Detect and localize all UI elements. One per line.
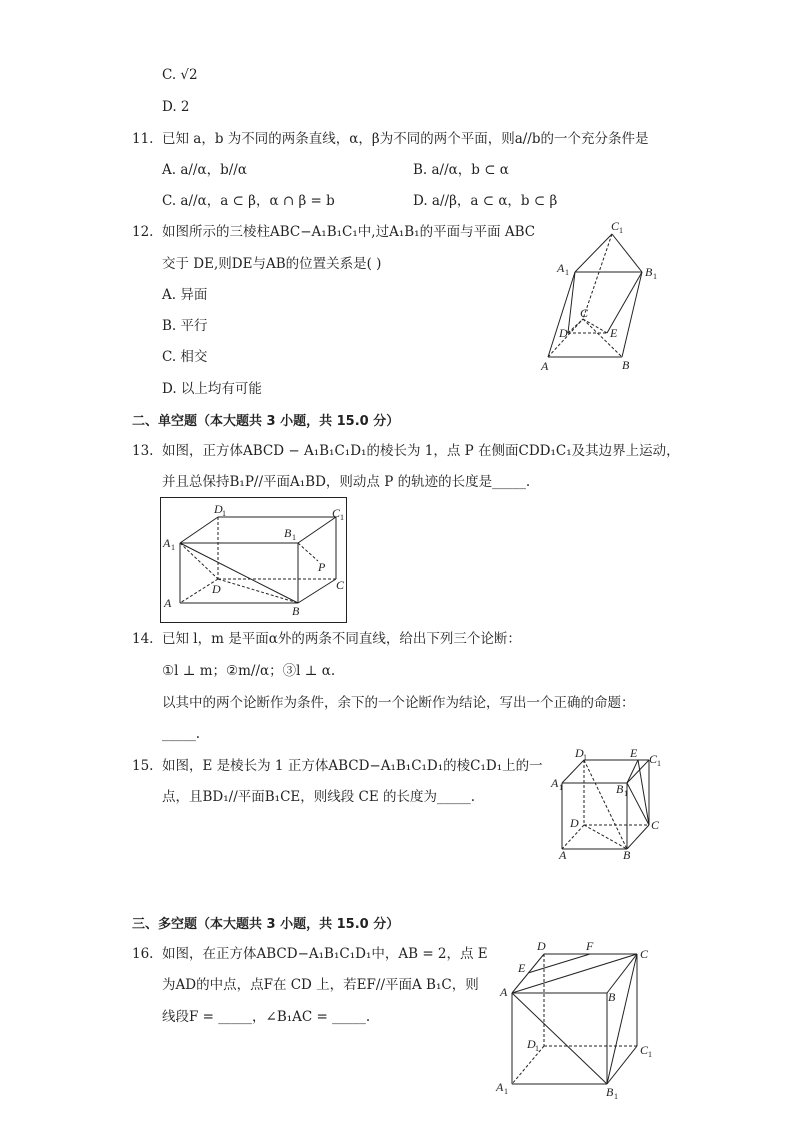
- q16-label-a1: A: [496, 1080, 504, 1094]
- q14-number: 14.: [132, 631, 154, 647]
- q13-cube-figure: [160, 497, 348, 624]
- q12-option-d: D. 以上均有可能: [162, 381, 262, 397]
- q16-number: 16.: [132, 946, 154, 962]
- q12-option-b: B. 平行: [162, 318, 208, 334]
- q16-label-d: D: [537, 939, 546, 953]
- q10-option-c: C. √2: [162, 67, 198, 83]
- q12-label-b: B: [622, 358, 630, 372]
- q13-stem-line2: 并且总保持B₁P//平面A₁BD，则动点 P 的轨迹的长度是_____.: [162, 474, 531, 490]
- q12-prism-figure: [535, 212, 675, 377]
- q15-label-c1-sub: 1: [657, 759, 661, 768]
- q15-label-d1: D: [575, 746, 584, 760]
- q12-stem-line1: 如图所示的三棱柱ABC−A₁B₁C₁中,过A₁B₁的平面与平面 ABC: [162, 224, 536, 240]
- q12-label-c: C: [580, 306, 589, 320]
- q16-label-d1: D: [527, 1037, 536, 1051]
- q13-label-b: B: [292, 604, 300, 618]
- q13-label-c: C: [336, 578, 345, 592]
- q13-label-a: A: [164, 596, 172, 610]
- q11-option-b: B. a//α，b ⊂ α: [413, 162, 509, 178]
- q15-label-d: D: [570, 816, 579, 830]
- q11-number: 11.: [132, 131, 154, 147]
- q16-label-b1: B: [606, 1085, 614, 1099]
- q11-option-a: A. a//α，b//α: [162, 162, 247, 178]
- q12-label-b1-sub: 1: [653, 272, 657, 281]
- q13-label-d: D: [212, 582, 221, 596]
- section-3-heading: 三、多空题（本大题共 3 小题，共 15.0 分）: [132, 917, 400, 932]
- section-2-heading: 二、单空题（本大题共 3 小题，共 15.0 分）: [132, 414, 400, 429]
- q15-label-a1: A: [551, 776, 559, 790]
- q15-label-b1-sub: 1: [624, 789, 628, 798]
- q10-option-d: D. 2: [162, 99, 190, 115]
- q13-label-b1: B: [284, 526, 292, 540]
- q16-label-c1-sub: 1: [648, 1050, 652, 1059]
- q12-label-e: E: [610, 326, 618, 340]
- q13-stem-line1: 如图，正方体ABCD − A₁B₁C₁D₁的棱长为 1，点 P 在侧面CDD₁C₁及其边界上运动，: [162, 443, 680, 459]
- q15-label-a1-sub: 1: [559, 783, 563, 792]
- q15-label-b1: B: [616, 782, 624, 796]
- q12-option-a: A. 异面: [162, 287, 208, 303]
- q16-stem-line2: 为AD的中点，点F在 CD 上，若EF//平面A B₁C，则: [162, 977, 479, 993]
- q11-option-c: C. a//α，a ⊂ β，α ∩ β = b: [162, 193, 335, 209]
- q11-stem: 已知 a，b 为不同的两条直线，α，β为不同的两个平面，则a//b的一个充分条件是: [162, 131, 649, 147]
- q14-answer-blank: _____.: [162, 726, 201, 742]
- q13-label-a1: A: [163, 536, 171, 550]
- q16-label-b: B: [608, 990, 616, 1004]
- q14-stem: 已知 l，m 是平面α外的两条不同直线，给出下列三个论断：: [162, 631, 521, 647]
- q12-option-c: C. 相交: [162, 349, 208, 365]
- q13-label-b1-sub: 1: [292, 533, 296, 542]
- q13-label-a1-sub: 1: [171, 543, 175, 552]
- q15-stem-line1: 如图，E 是棱长为 1 正方体ABCD−A₁B₁C₁D₁的棱C₁D₁上的一: [162, 758, 543, 774]
- q12-label-a: A: [541, 359, 549, 373]
- q16-label-c1: C: [640, 1043, 649, 1057]
- q16-label-f: F: [586, 939, 594, 953]
- q13-number: 13.: [132, 443, 154, 459]
- q16-stem-line3: 线段F = _____，∠B₁AC = _____.: [162, 1009, 371, 1025]
- q15-label-a: A: [559, 848, 567, 862]
- q15-stem-line2: 点，且BD₁//平面B₁CE，则线段 CE 的长度为_____.: [162, 789, 476, 805]
- q15-label-c: C: [651, 818, 660, 832]
- q15-label-e: E: [630, 746, 638, 760]
- q13-label-d1: D: [214, 502, 223, 516]
- q16-label-d1-sub: 1: [535, 1044, 539, 1053]
- q12-label-c1-sub: 1: [619, 226, 623, 235]
- q16-label-b1-sub: 1: [614, 1092, 618, 1101]
- q12-label-a1-sub: 1: [565, 268, 569, 277]
- q16-cube-figure: [492, 936, 662, 1101]
- q13-label-c1-sub: 1: [340, 513, 344, 522]
- q14-instruction: 以其中的两个论断作为条件，余下的一个论断作为结论，写出一个正确的命题：: [162, 695, 635, 711]
- q12-label-a1: A: [557, 261, 565, 275]
- q16-label-a1-sub: 1: [504, 1087, 508, 1096]
- q14-statements: ①l ⊥ m；②m//α；③l ⊥ α.: [162, 663, 336, 679]
- q12-label-d: D: [559, 326, 568, 340]
- q12-label-c1: C: [611, 219, 620, 233]
- q15-label-d1-sub: 1: [583, 753, 587, 762]
- q16-label-e: E: [518, 961, 526, 975]
- q16-label-a: A: [500, 985, 508, 999]
- q11-option-d: D. a//β，a ⊂ α，b ⊂ β: [413, 193, 558, 209]
- q16-label-c: C: [640, 947, 649, 961]
- q13-label-d1-sub: 1: [222, 509, 226, 518]
- q15-label-c1: C: [649, 752, 658, 766]
- q15-label-b: B: [623, 848, 631, 862]
- q12-label-b1: B: [645, 265, 653, 279]
- q13-label-p: P: [318, 560, 326, 574]
- q13-label-c1: C: [332, 506, 341, 520]
- q15-number: 15.: [132, 758, 154, 774]
- q12-number: 12.: [132, 224, 154, 240]
- q16-stem-line1: 如图，在正方体ABCD−A₁B₁C₁D₁中，AB = 2，点 E: [162, 946, 488, 962]
- q15-cube-figure: [545, 745, 670, 863]
- q12-stem-line2: 交于 DE,则DE与AB的位置关系是( ): [162, 256, 382, 272]
